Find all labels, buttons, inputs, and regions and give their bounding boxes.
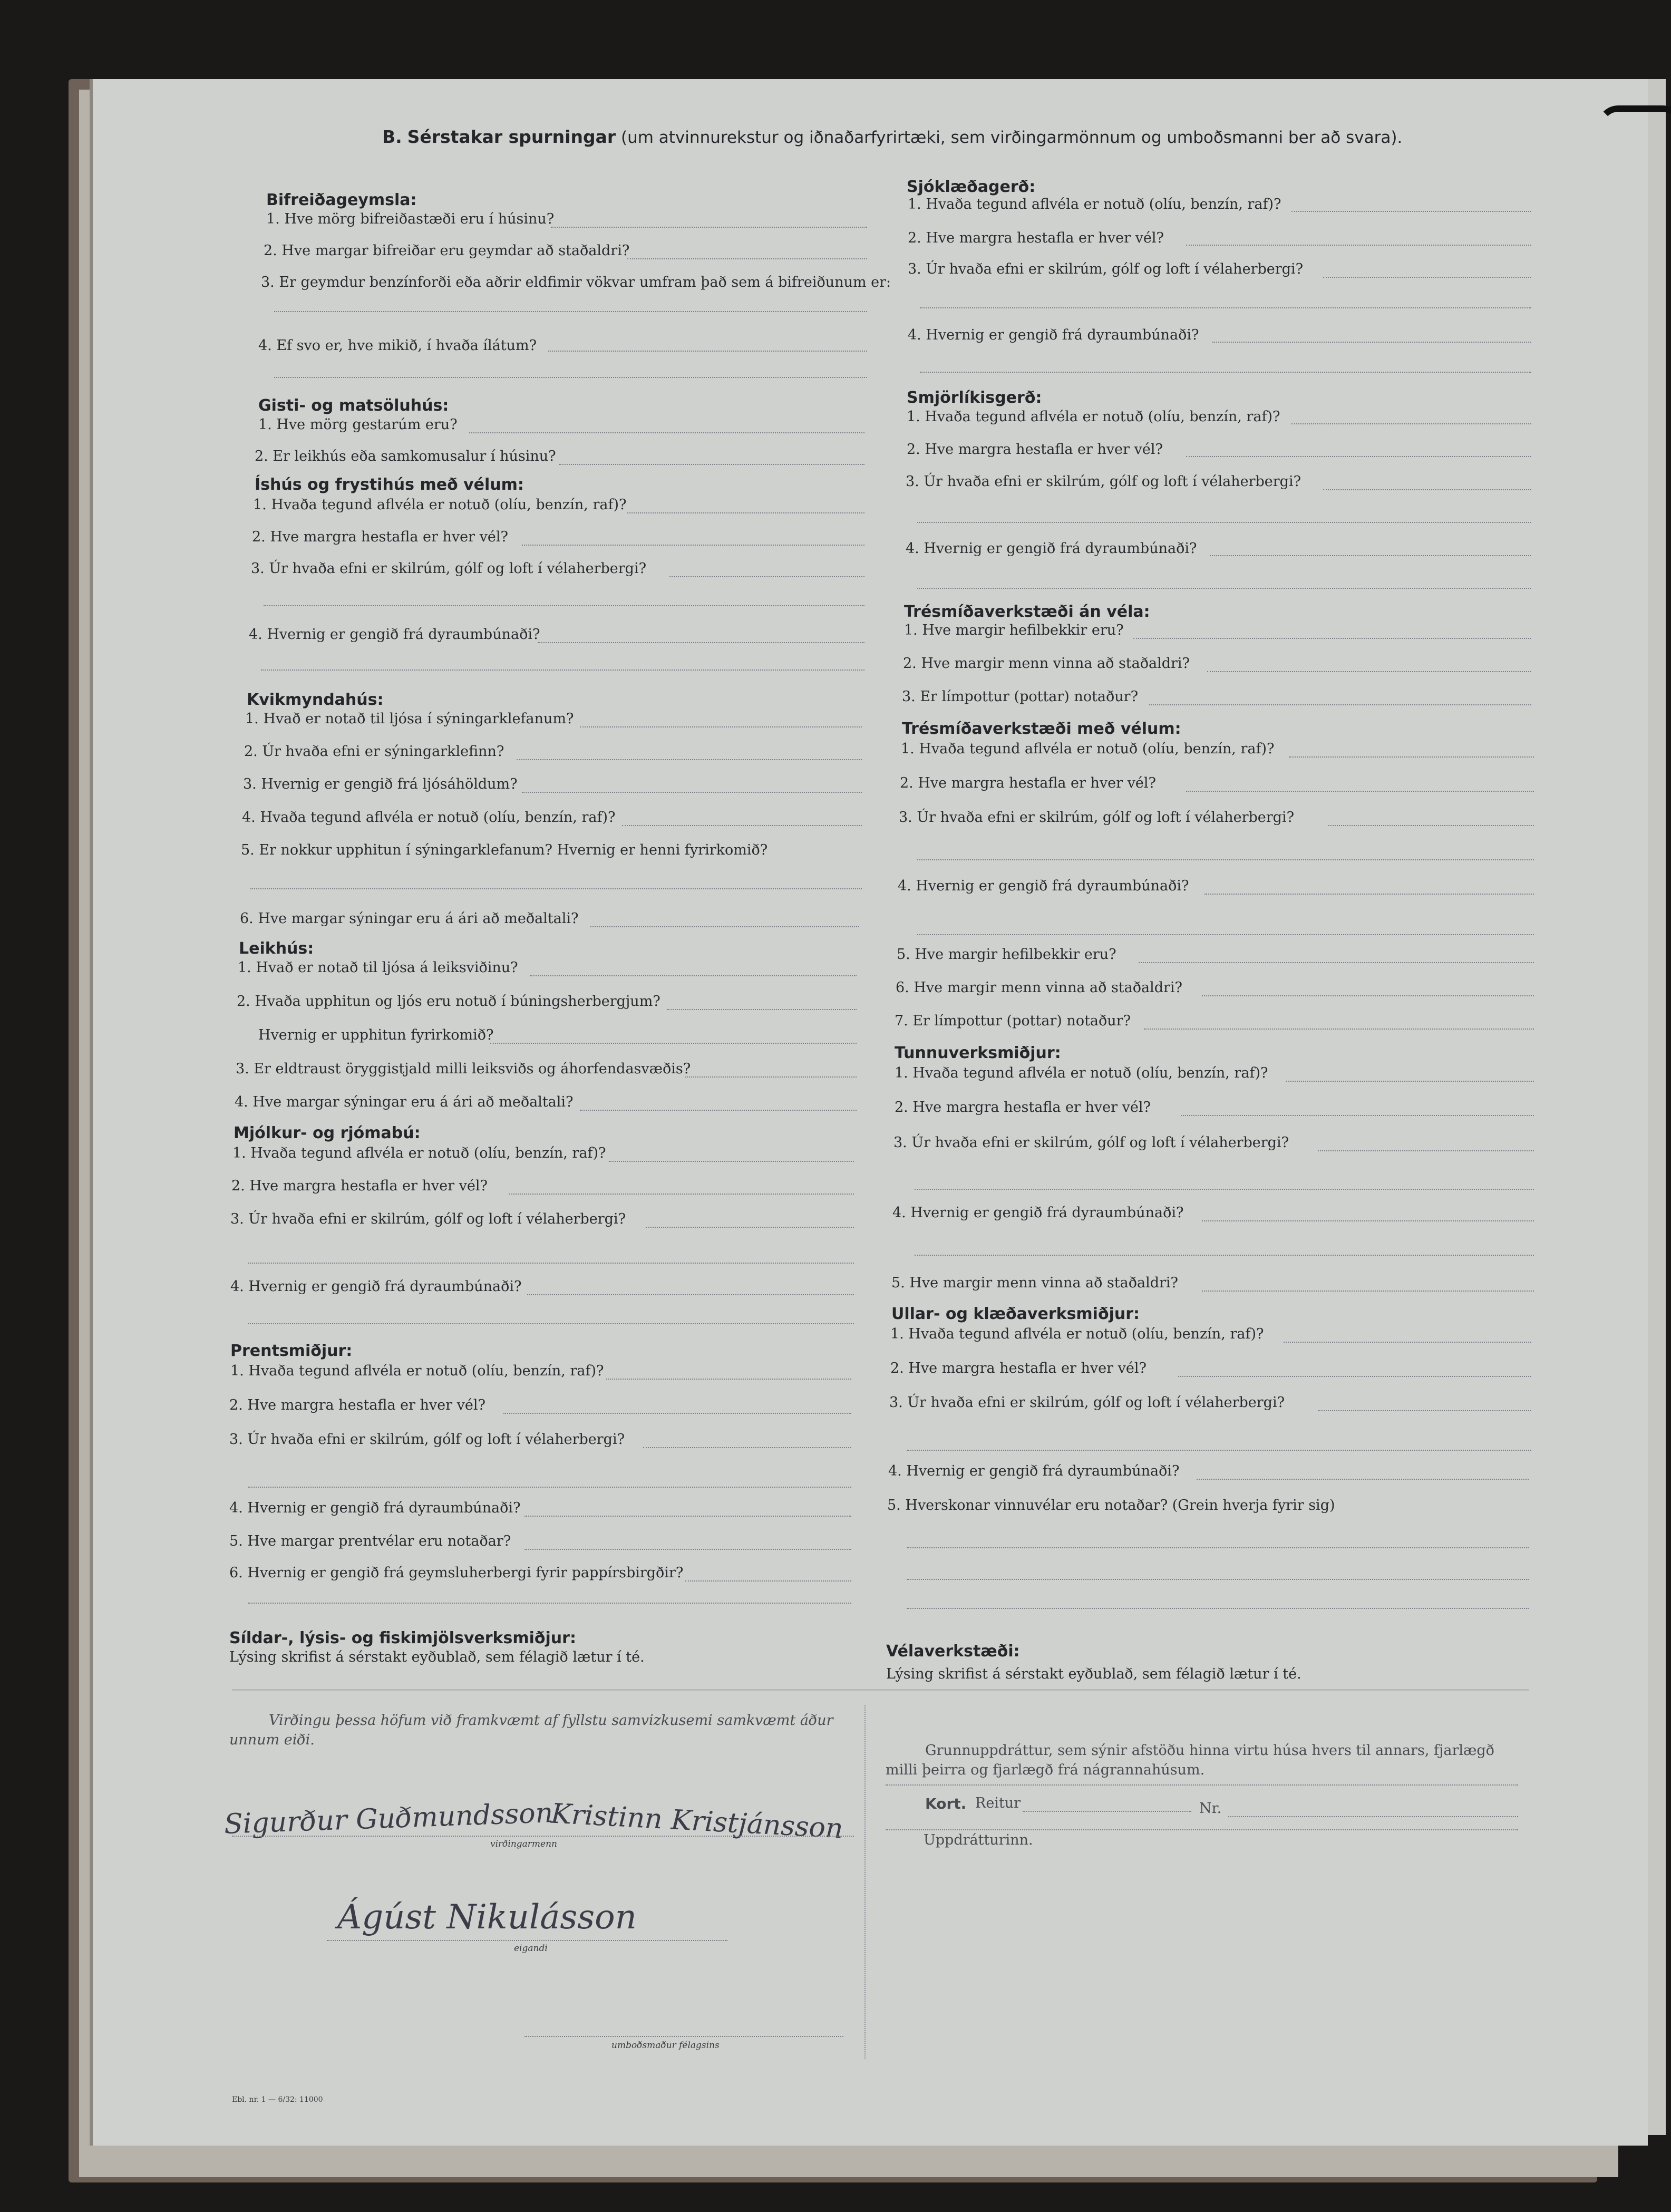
- signature-line[interactable]: [232, 1836, 854, 1837]
- divider: [232, 1690, 1529, 1691]
- answer-line[interactable]: [1202, 995, 1534, 996]
- answer-line[interactable]: [917, 522, 1531, 523]
- answer-line[interactable]: [580, 1110, 857, 1111]
- answer-line[interactable]: [1144, 1029, 1534, 1030]
- answer-line[interactable]: [1202, 1220, 1534, 1221]
- tresmed-q7: 7. Er límpottur (pottar) notaður?: [895, 1013, 1131, 1029]
- answer-line[interactable]: [669, 576, 864, 577]
- prent-q1: 1. Hvaða tegund aflvéla er notuð (olíu, benzín, raf)?: [230, 1363, 604, 1379]
- tresmed-q3: 3. Úr hvaða efni er skilrúm, gólf og loft í vélaherbergi?: [899, 809, 1295, 826]
- answer-line[interactable]: [646, 1227, 854, 1228]
- answer-line[interactable]: [685, 1580, 851, 1582]
- oath-line2: unnum eiði.: [229, 1732, 315, 1748]
- answer-line[interactable]: [1186, 456, 1531, 457]
- heading-mjolkurbu: Mjólkur- og rjómabú:: [234, 1124, 421, 1142]
- heading-tunnuverksmidjur: Tunnuverksmiðjur:: [895, 1044, 1061, 1062]
- leik-q2b: Hvernig er upphitun fyrirkomið?: [258, 1027, 494, 1043]
- ullar-q4: 4. Hvernig er gengið frá dyraumbúnaði?: [888, 1463, 1180, 1479]
- label-virdingarmenn: virðingarmenn: [490, 1839, 558, 1849]
- answer-line[interactable]: [622, 825, 862, 826]
- leik-q1: 1. Hvað er notað til ljósa á leiksviðinu?: [238, 959, 518, 976]
- answer-line[interactable]: [503, 1413, 851, 1414]
- answer-line[interactable]: [1212, 342, 1531, 343]
- label-reitur: Reitur: [975, 1795, 1021, 1811]
- section-title-bold: Sérstakar spurningar: [407, 127, 616, 147]
- kvik-q4: 4. Hvaða tegund aflvéla er notuð (olíu, benzín, raf)?: [242, 809, 616, 826]
- answer-line[interactable]: [527, 1294, 854, 1295]
- bifreid-q3: 3. Er geymdur benzínforði eða aðrir eldfimir vökvar umfram það sem á bifreiðunum er:: [261, 274, 891, 290]
- kvik-q3: 3. Hvernig er gengið frá ljósáhöldum?: [243, 776, 518, 792]
- answer-line[interactable]: [907, 1579, 1529, 1580]
- kvik-q1: 1. Hvað er notað til ljósa í sýningarklefanum?: [245, 711, 574, 727]
- ishus-q4: 4. Hvernig er gengið frá dyraumbúnaði?: [249, 626, 540, 643]
- heading-ishus: Íshús og frystihús með vélum:: [255, 476, 524, 494]
- mjolk-q2: 2. Hve margra hestafla er hver vél?: [231, 1178, 488, 1194]
- heading-tresmidaverkstaedi-an-vela: Trésmíðaverkstæði án véla:: [904, 603, 1150, 621]
- label-eigandi: eigandi: [514, 1943, 548, 1954]
- answer-line[interactable]: [1202, 1291, 1534, 1292]
- prent-q6: 6. Hvernig er gengið frá geymsluherbergi fyrir pappírsbirgðir?: [229, 1565, 684, 1581]
- tunnu-q5: 5. Hve margir menn vinna að staðaldri?: [891, 1275, 1179, 1291]
- ullar-q5: 5. Hverskonar vinnuvélar eru notaðar? (Grein hverja fyrir sig): [887, 1497, 1335, 1514]
- answer-line[interactable]: [274, 377, 867, 378]
- section-title-rest: (um atvinnurekstur og iðnaðarfyrirtæki, sem virðingarmönnum og umboðsmanni ber að svara).: [621, 128, 1403, 147]
- ullar-q3: 3. Úr hvaða efni er skilrúm, gólf og loft í vélaherbergi?: [889, 1394, 1285, 1411]
- tunnu-q4: 4. Hvernig er gengið frá dyraumbúnaði?: [892, 1205, 1184, 1221]
- heading-tresmidaverkstaedi-med-velum: Trésmíðaverkstæði með vélum:: [902, 720, 1181, 738]
- answer-line[interactable]: [517, 759, 862, 760]
- ishus-q2: 2. Hve margra hestafla er hver vél?: [252, 529, 508, 545]
- answer-line[interactable]: [524, 1516, 851, 1517]
- answer-line[interactable]: [907, 1608, 1529, 1609]
- heading-velaverkstaedi: Vélaverkstæði:: [886, 1642, 1020, 1661]
- answer-line[interactable]: [522, 545, 864, 546]
- answer-line[interactable]: [559, 464, 864, 465]
- answer-line[interactable]: [1181, 1115, 1534, 1116]
- answer-line[interactable]: [1291, 211, 1531, 212]
- mjolk-q4: 4. Hvernig er gengið frá dyraumbúnaði?: [230, 1278, 522, 1295]
- signature-1: Sigurður Guðmundsson: [224, 1797, 554, 1840]
- answer-line[interactable]: [469, 432, 864, 433]
- sjokl-q2: 2. Hve margra hestafla er hver vél?: [908, 230, 1164, 246]
- tresan-q3: 3. Er límpottur (pottar) notaður?: [902, 688, 1139, 705]
- grunn-line1: Grunnuppdráttur, sem sýnir afstöðu hinna virtu húsa hvers til annars, fjarlægð: [925, 1742, 1494, 1759]
- mjolk-q1: 1. Hvaða tegund aflvéla er notuð (olíu, benzín, raf)?: [232, 1145, 606, 1161]
- answer-line[interactable]: [667, 1009, 857, 1010]
- answer-line[interactable]: [274, 311, 867, 312]
- answer-line[interactable]: [1318, 1150, 1534, 1151]
- heading-sjoklaedagerd: Sjóklæðagerð:: [907, 178, 1036, 196]
- answer-line[interactable]: [643, 1447, 851, 1448]
- heading-ullarverksmidjur: Ullar- og klæðaverksmiðjur:: [891, 1305, 1140, 1323]
- kvik-q5: 5. Er nokkur upphitun í sýningarklefanum? Hvernig er henni fyrirkomið?: [241, 842, 768, 858]
- smjor-q1: 1. Hvaða tegund aflvéla er notuð (olíu, benzín, raf)?: [907, 409, 1280, 425]
- answer-line[interactable]: [609, 1161, 854, 1162]
- answer-line[interactable]: [1318, 1410, 1531, 1411]
- sjokl-q3: 3. Úr hvaða efni er skilrúm, gólf og loft í vélaherbergi?: [908, 261, 1304, 277]
- answer-line[interactable]: [1186, 245, 1531, 246]
- heading-bifreidageymsla: Bifreiðageymsla:: [266, 191, 417, 209]
- mjolk-q3: 3. Úr hvaða efni er skilrúm, gólf og loft í vélaherbergi?: [230, 1211, 626, 1227]
- leik-q2: 2. Hvaða upphitun og ljós eru notuð í búningsherbergjum?: [237, 993, 660, 1010]
- answer-line[interactable]: [1291, 423, 1531, 424]
- label-uppdrattur: Uppdrátturinn.: [924, 1832, 1033, 1848]
- answer-line[interactable]: [248, 1263, 854, 1264]
- answer-line[interactable]: [522, 792, 862, 793]
- reitur-field[interactable]: [1023, 1811, 1191, 1812]
- answer-line[interactable]: [685, 1076, 857, 1078]
- answer-line[interactable]: [917, 588, 1531, 589]
- tresmed-q6: 6. Hve margir menn vinna að staðaldri?: [896, 979, 1183, 996]
- smjor-q2: 2. Hve margra hestafla er hver vél?: [907, 441, 1163, 458]
- signature-line[interactable]: [524, 2036, 843, 2037]
- label-nr: Nr.: [1199, 1800, 1222, 1817]
- divider-line: [886, 1829, 1518, 1830]
- ullar-q1: 1. Hvaða tegund aflvéla er notuð (olíu, benzín, raf)?: [890, 1326, 1264, 1342]
- label-kort: Kort.: [925, 1795, 967, 1812]
- signature-line[interactable]: [327, 1940, 727, 1941]
- answer-line[interactable]: [915, 1189, 1534, 1190]
- answer-line[interactable]: [1289, 756, 1534, 758]
- answer-line[interactable]: [524, 1549, 851, 1550]
- oath-line1: Virðingu þessa höfum við framkvæmt af fyllstu samvizkusemi samkvæmt áður: [269, 1712, 833, 1729]
- sildar-note: Lýsing skrifist á sérstakt eyðublað, sem félagið lætur í té.: [229, 1649, 645, 1665]
- answer-line[interactable]: [1133, 638, 1531, 639]
- gisti-q1: 1. Hve mörg gestarúm eru?: [258, 416, 458, 433]
- leik-q4: 4. Hve margar sýningar eru á ári að meðaltali?: [235, 1094, 574, 1110]
- answer-line[interactable]: [920, 307, 1531, 308]
- answer-line[interactable]: [548, 351, 867, 352]
- answer-line[interactable]: [606, 1379, 851, 1380]
- prent-q4: 4. Hvernig er gengið frá dyraumbúnaði?: [229, 1500, 521, 1516]
- answer-line[interactable]: [590, 926, 859, 927]
- sjokl-q4: 4. Hvernig er gengið frá dyraumbúnaði?: [908, 327, 1199, 343]
- answer-line[interactable]: [1149, 704, 1531, 705]
- answer-line[interactable]: [1178, 1376, 1531, 1377]
- column-divider: [864, 1705, 866, 2059]
- heading-smjorlikisgerd: Smjörlíkisgerð:: [907, 389, 1042, 407]
- heading-kvikmyndahus: Kvikmyndahús:: [247, 691, 384, 709]
- answer-line[interactable]: [1328, 825, 1534, 826]
- grunn-line2: milli þeirra og fjarlægð frá nágrannahúsum.: [886, 1762, 1205, 1778]
- answer-line[interactable]: [1284, 1342, 1531, 1343]
- section-letter: B.: [382, 127, 402, 147]
- prent-q3: 3. Úr hvaða efni er skilrúm, gólf og loft í vélaherbergi?: [229, 1431, 625, 1448]
- label-umbodsmadur: umboðsmaður félagsins: [611, 2040, 720, 2051]
- answer-line[interactable]: [264, 605, 864, 606]
- answer-line[interactable]: [917, 934, 1534, 935]
- smjor-q3: 3. Úr hvaða efni er skilrúm, gólf og loft í vélaherbergi?: [906, 473, 1301, 490]
- bifreid-q1: 1. Hve mörg bifreiðastæði eru í húsinu?: [266, 211, 555, 227]
- ishus-q1: 1. Hvaða tegund aflvéla er notuð (olíu, benzín, raf)?: [253, 497, 627, 513]
- ullar-q2: 2. Hve margra hestafla er hver vél?: [890, 1360, 1147, 1376]
- answer-line[interactable]: [248, 1323, 854, 1324]
- answer-line[interactable]: [1197, 1479, 1529, 1480]
- answer-line[interactable]: [551, 227, 867, 228]
- answer-line[interactable]: [1210, 555, 1531, 556]
- tresan-q2: 2. Hve margir menn vinna að staðaldri?: [903, 655, 1190, 672]
- tunnu-q1: 1. Hvaða tegund aflvéla er notuð (olíu, benzín, raf)?: [895, 1065, 1268, 1081]
- answer-line[interactable]: [627, 512, 864, 513]
- divider-line: [886, 1784, 1518, 1786]
- tresmed-q4: 4. Hvernig er gengið frá dyraumbúnaði?: [898, 878, 1189, 894]
- answer-line[interactable]: [1186, 791, 1534, 792]
- tunnu-q2: 2. Hve margra hestafla er hver vél?: [895, 1099, 1151, 1115]
- nr-field[interactable]: [1228, 1816, 1518, 1817]
- heading-prentsmidjur: Prentsmiðjur:: [230, 1342, 353, 1360]
- kvik-q6: 6. Hve margar sýningar eru á ári að meðaltali?: [240, 910, 579, 927]
- bifreid-q4: 4. Ef svo er, hve mikið, í hvaða ílátum?: [258, 337, 537, 354]
- answer-line[interactable]: [1323, 489, 1531, 490]
- answer-line[interactable]: [920, 372, 1531, 373]
- prent-q2: 2. Hve margra hestafla er hver vél?: [229, 1397, 485, 1413]
- signature-2: Kristinn Kristjánsson: [550, 1798, 844, 1845]
- answer-line[interactable]: [915, 1255, 1534, 1256]
- heading-leikhus: Leikhús:: [239, 939, 314, 958]
- tresan-q1: 1. Hve margir hefilbekkir eru?: [904, 622, 1124, 638]
- bifreid-q2: 2. Hve margar bifreiðar eru geymdar að staðaldri?: [264, 242, 630, 259]
- section-title: [382, 127, 1402, 147]
- answer-line[interactable]: [907, 1450, 1531, 1451]
- sjokl-q1: 1. Hvaða tegund aflvéla er notuð (olíu, benzín, raf)?: [908, 196, 1281, 212]
- vela-note: Lýsing skrifist á sérstakt eyðublað, sem félagið lætur í té.: [886, 1666, 1301, 1682]
- kvik-q2: 2. Úr hvaða efni er sýningarklefinn?: [244, 743, 504, 760]
- answer-line[interactable]: [580, 726, 862, 727]
- tunnu-q3: 3. Úr hvaða efni er skilrúm, gólf og loft í vélaherbergi?: [893, 1134, 1289, 1151]
- print-code: Ebl. nr. 1 — 6/32: 11000: [232, 2095, 323, 2104]
- answer-line[interactable]: [538, 642, 864, 643]
- answer-line[interactable]: [248, 1603, 851, 1604]
- tresmed-q1: 1. Hvaða tegund aflvéla er notuð (olíu, benzín, raf)?: [901, 741, 1275, 757]
- gisti-q2: 2. Er leikhús eða samkomusalur í húsinu?: [255, 448, 556, 464]
- smjor-q4: 4. Hvernig er gengið frá dyraumbúnaði?: [906, 540, 1197, 557]
- binding-string: [1597, 105, 1671, 150]
- leik-q3: 3. Er eldtraust öryggistjald milli leiksviðs og áhorfendasvæðis?: [236, 1061, 691, 1077]
- answer-line[interactable]: [907, 1547, 1529, 1548]
- answer-line[interactable]: [261, 670, 864, 671]
- answer-line[interactable]: [1323, 277, 1531, 278]
- answer-line[interactable]: [917, 859, 1534, 860]
- answer-line[interactable]: [1207, 671, 1531, 672]
- signature-3: Ágúst Nikulásson: [337, 1898, 637, 1937]
- answer-line[interactable]: [490, 1043, 857, 1044]
- answer-line[interactable]: [250, 888, 862, 889]
- answer-line[interactable]: [1204, 894, 1534, 895]
- prent-q5: 5. Hve margar prentvélar eru notaðar?: [229, 1533, 511, 1549]
- heading-sildarverksmidjur: Síldar-, lýsis- og fiskimjölsverksmiðjur:: [229, 1629, 576, 1647]
- answer-line[interactable]: [248, 1487, 851, 1488]
- answer-line[interactable]: [1286, 1081, 1534, 1082]
- answer-line[interactable]: [530, 975, 857, 976]
- answer-line[interactable]: [509, 1194, 854, 1195]
- heading-gisti: Gisti- og matsöluhús:: [258, 396, 449, 415]
- ishus-q3: 3. Úr hvaða efni er skilrúm, gólf og loft í vélaherbergi?: [251, 560, 647, 577]
- answer-line[interactable]: [1139, 962, 1534, 963]
- tresmed-q2: 2. Hve margra hestafla er hver vél?: [900, 775, 1156, 791]
- answer-line[interactable]: [627, 258, 867, 259]
- tresmed-q5: 5. Hve margir hefilbekkir eru?: [897, 946, 1116, 963]
